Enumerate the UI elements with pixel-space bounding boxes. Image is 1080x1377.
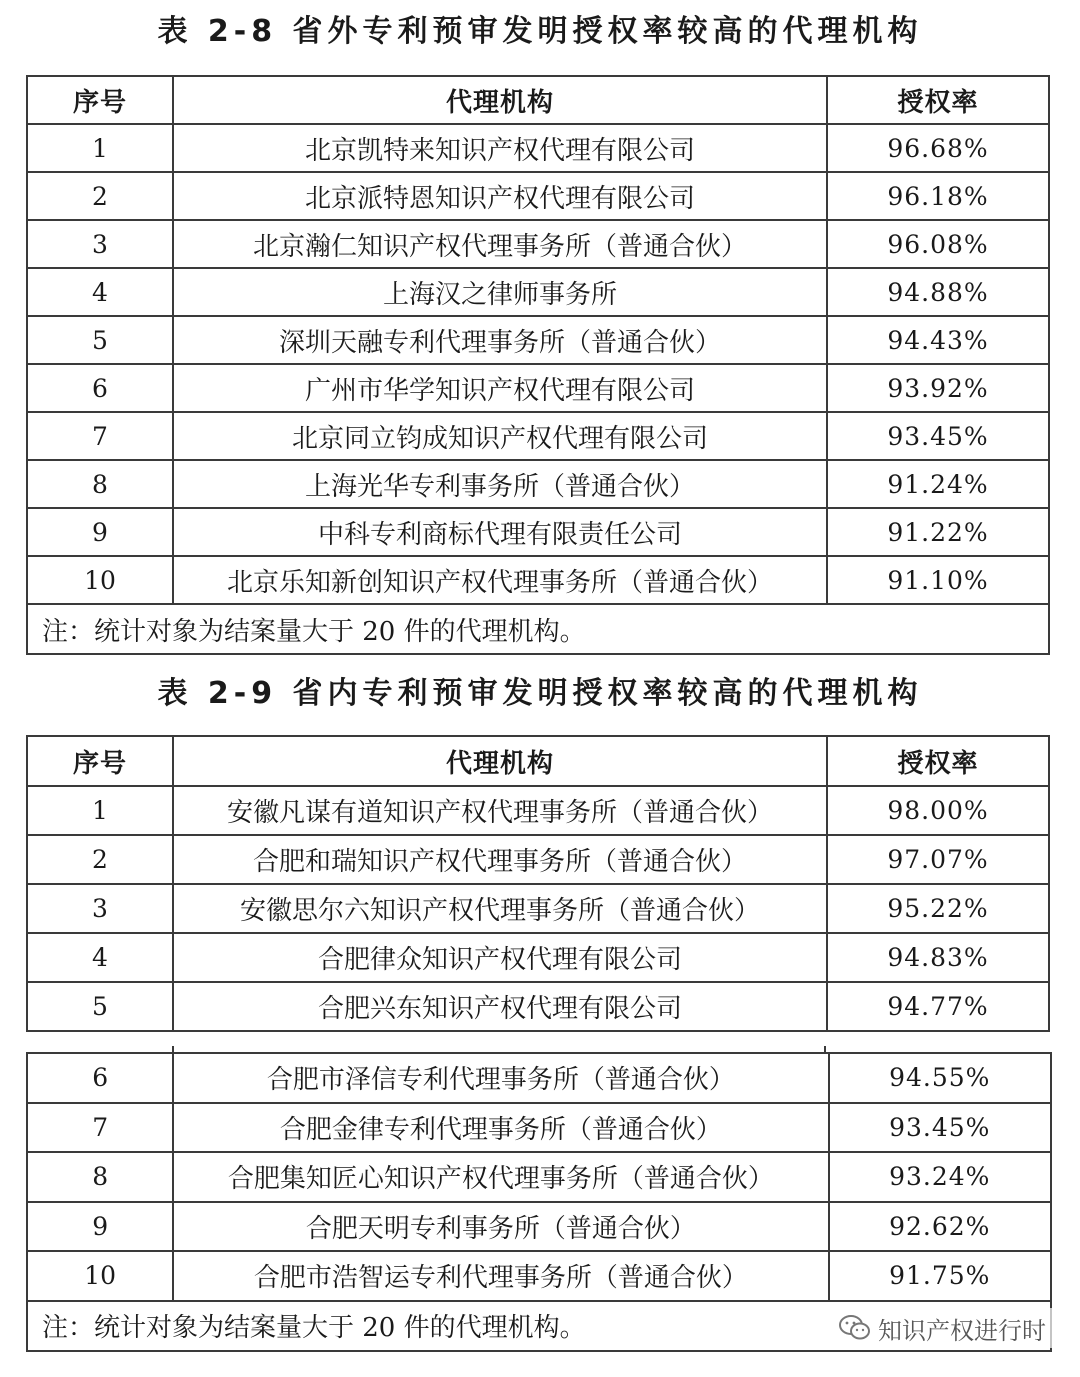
table-row: [27, 1251, 1051, 1301]
rate-cell: 93.92%: [827, 364, 1049, 412]
org-cell: 合肥律众知识产权代理有限公司: [173, 933, 827, 982]
table-row: [27, 835, 1049, 884]
org-cell: 北京瀚仁知识产权代理事务所（普通合伙）: [173, 220, 827, 268]
seq-cell: 5: [27, 982, 173, 1031]
org-cell: 上海光华专利事务所（普通合伙）: [173, 460, 827, 508]
rate-cell: 93.24%: [829, 1152, 1051, 1202]
org-cell: 中科专利商标代理有限责任公司: [173, 508, 827, 556]
rate-cell: 96.08%: [827, 220, 1049, 268]
seq-cell: 2: [27, 835, 173, 884]
seq-cell: 10: [27, 1251, 173, 1301]
table-row: [27, 1202, 1051, 1252]
table-2-8: [26, 75, 1050, 655]
rate-cell: 91.10%: [827, 556, 1049, 604]
wechat-icon: [838, 1314, 872, 1342]
seq-cell: 4: [27, 268, 173, 316]
watermark-text: 知识产权进行时: [878, 1316, 1046, 1345]
rate-cell: 93.45%: [829, 1103, 1051, 1153]
org-cell: 合肥集知匠心知识产权代理事务所（普通合伙）: [173, 1152, 828, 1202]
org-cell: 北京同立钧成知识产权代理有限公司: [173, 412, 827, 460]
seq-cell: 7: [27, 1103, 173, 1153]
table-row: [27, 172, 1049, 220]
header-org: 代理机构: [173, 736, 827, 786]
table-row: [27, 508, 1049, 556]
table-row: [27, 460, 1049, 508]
table-note: 注：统计对象为结案量大于 20 件的代理机构。: [27, 1301, 1051, 1351]
table-2-9-part-2: [26, 1052, 1052, 1352]
seq-cell: 4: [27, 933, 173, 982]
seq-cell: 3: [27, 884, 173, 933]
org-cell: 上海汉之律师事务所: [173, 268, 827, 316]
org-cell: 安徽思尔六知识产权代理事务所（普通合伙）: [173, 884, 827, 933]
table-note: 注：统计对象为结案量大于 20 件的代理机构。: [27, 604, 1049, 654]
seq-cell: 7: [27, 412, 173, 460]
seq-cell: 5: [27, 316, 173, 364]
table-row: [27, 786, 1049, 835]
rate-cell: 96.18%: [827, 172, 1049, 220]
table-row: [27, 1103, 1051, 1153]
org-cell: 合肥和瑞知识产权代理事务所（普通合伙）: [173, 835, 827, 884]
org-cell: 合肥市浩智运专利代理事务所（普通合伙）: [173, 1251, 828, 1301]
table-header-row: [27, 736, 1049, 786]
table-row: [27, 268, 1049, 316]
seq-cell: 2: [27, 172, 173, 220]
rate-cell: 94.55%: [829, 1053, 1051, 1103]
table-row: [27, 412, 1049, 460]
seq-cell: 8: [27, 460, 173, 508]
header-seq: 序号: [27, 76, 173, 124]
table-row: [27, 220, 1049, 268]
org-cell: 合肥市泽信专利代理事务所（普通合伙）: [173, 1053, 828, 1103]
rate-cell: 94.43%: [827, 316, 1049, 364]
rate-cell: 96.68%: [827, 124, 1049, 172]
table-header-row: [27, 76, 1049, 124]
table-row: [27, 982, 1049, 1031]
table-row: [27, 884, 1049, 933]
org-cell: 广州市华学知识产权代理有限公司: [173, 364, 827, 412]
table-note-row: [27, 604, 1049, 654]
table-row: [27, 1053, 1051, 1103]
rate-cell: 98.00%: [827, 786, 1049, 835]
watermark: [832, 1308, 1052, 1348]
table-2-9-title: 表 2-9 省内专利预审发明授权率较高的代理机构: [157, 676, 923, 711]
table-row: [27, 556, 1049, 604]
header-seq: 序号: [27, 736, 173, 786]
seq-cell: 8: [27, 1152, 173, 1202]
org-cell: 合肥天明专利事务所（普通合伙）: [173, 1202, 828, 1252]
seq-cell: 6: [27, 1053, 173, 1103]
rate-cell: 95.22%: [827, 884, 1049, 933]
seq-cell: 1: [27, 124, 173, 172]
rate-cell: 94.88%: [827, 268, 1049, 316]
org-cell: 安徽凡谋有道知识产权代理事务所（普通合伙）: [173, 786, 827, 835]
header-rate: 授权率: [827, 76, 1049, 124]
table-row: [27, 124, 1049, 172]
rate-cell: 94.77%: [827, 982, 1049, 1031]
rate-cell: 91.22%: [827, 508, 1049, 556]
org-cell: 北京凯特来知识产权代理有限公司: [173, 124, 827, 172]
seq-cell: 10: [27, 556, 173, 604]
org-cell: 北京派特恩知识产权代理有限公司: [173, 172, 827, 220]
table-2-9-part-1: [26, 735, 1050, 1032]
org-cell: 合肥金律专利代理事务所（普通合伙）: [173, 1103, 828, 1153]
rate-cell: 91.75%: [829, 1251, 1051, 1301]
seq-cell: 9: [27, 508, 173, 556]
rate-cell: 92.62%: [829, 1202, 1051, 1252]
header-org: 代理机构: [173, 76, 827, 124]
rate-cell: 91.24%: [827, 460, 1049, 508]
table-2-8-title: 表 2-8 省外专利预审发明授权率较高的代理机构: [157, 14, 923, 49]
rate-cell: 93.45%: [827, 412, 1049, 460]
seq-cell: 1: [27, 786, 173, 835]
org-cell: 北京乐知新创知识产权代理事务所（普通合伙）: [173, 556, 827, 604]
table-row: [27, 316, 1049, 364]
rate-cell: 94.83%: [827, 933, 1049, 982]
org-cell: 合肥兴东知识产权代理有限公司: [173, 982, 827, 1031]
rate-cell: 97.07%: [827, 835, 1049, 884]
table-row: [27, 1152, 1051, 1202]
seq-cell: 9: [27, 1202, 173, 1252]
table-row: [27, 364, 1049, 412]
table-row: [27, 933, 1049, 982]
header-rate: 授权率: [827, 736, 1049, 786]
seq-cell: 3: [27, 220, 173, 268]
seq-cell: 6: [27, 364, 173, 412]
org-cell: 深圳天融专利代理事务所（普通合伙）: [173, 316, 827, 364]
